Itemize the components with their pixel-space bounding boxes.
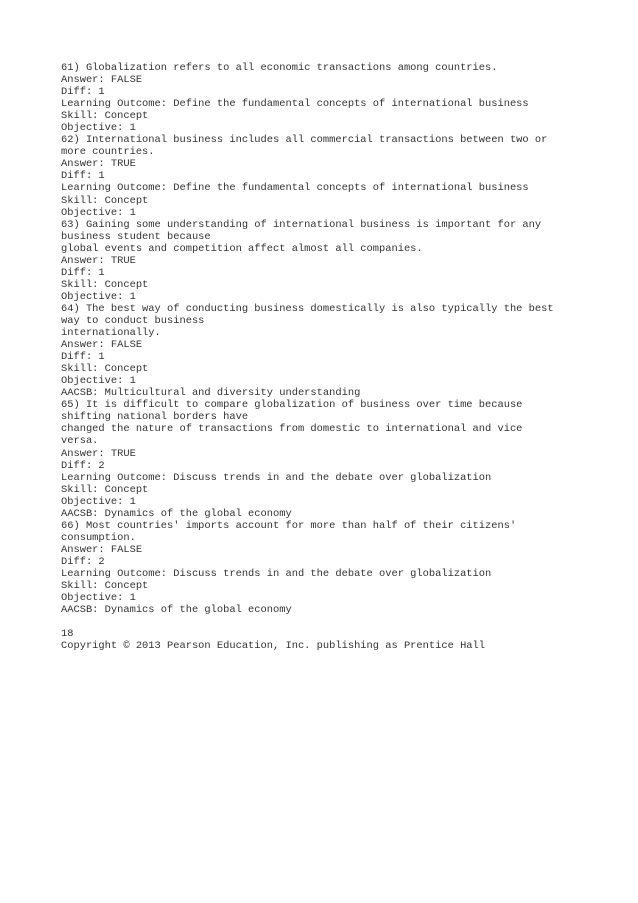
text-line: Skill: Concept xyxy=(61,110,149,123)
text-line: Learning Outcome: Define the fundamental concepts of international business xyxy=(61,98,529,111)
text-line: global events and competition affect almost all companies. xyxy=(61,242,423,255)
text-line: Skill: Concept xyxy=(61,194,149,207)
text-line: Diff: 1 xyxy=(61,170,105,183)
text-line: Diff: 2 xyxy=(61,555,105,568)
page-number: 18 xyxy=(61,628,74,641)
text-line: Answer: TRUE xyxy=(61,447,136,460)
footer-spacer xyxy=(61,616,621,628)
text-line: Answer: FALSE xyxy=(61,74,143,87)
text-line: Diff: 1 xyxy=(61,266,105,279)
text-line: 61) Globalization refers to all economic transactions among countries. xyxy=(61,62,498,74)
text-line: Objective: 1 xyxy=(61,495,136,508)
text-line: Objective: 1 xyxy=(61,206,136,219)
text-line: way to conduct business xyxy=(61,314,205,327)
text-line: Answer: FALSE xyxy=(61,543,143,556)
text-line: AACSB: Dynamics of the global economy xyxy=(61,507,292,520)
text-line: Answer: FALSE xyxy=(61,339,143,352)
text-line: Answer: TRUE xyxy=(61,254,136,267)
question-text-block xyxy=(61,62,621,616)
text-line: 62) International business includes all commercial transactions between two or xyxy=(61,134,548,147)
text-line: Learning Outcome: Discuss trends in and the debate over globalization xyxy=(61,471,492,484)
text-line: Objective: 1 xyxy=(61,290,136,303)
text-line: shifting national borders have xyxy=(61,411,249,424)
text-line: AACSB: Dynamics of the global economy xyxy=(61,604,292,617)
text-line: Diff: 1 xyxy=(61,86,105,99)
text-line: Skill: Concept xyxy=(61,278,149,291)
text-line: Objective: 1 xyxy=(61,375,136,388)
text-line: AACSB: Multicultural and diversity understanding xyxy=(61,387,361,400)
text-line: Skill: Concept xyxy=(61,363,149,376)
text-line: Diff: 2 xyxy=(61,459,105,472)
copyright-notice: Copyright © 2013 Pearson Education, Inc. publishing as Prentice Hall xyxy=(61,640,486,653)
document-page xyxy=(61,62,621,652)
text-line: Learning Outcome: Define the fundamental concepts of international business xyxy=(61,182,529,195)
text-line: changed the nature of transactions from domestic to international and vice xyxy=(61,423,523,436)
text-line: business student because xyxy=(61,230,211,243)
text-line: Skill: Concept xyxy=(61,580,149,593)
text-line: Objective: 1 xyxy=(61,122,136,135)
text-line: Learning Outcome: Discuss trends in and the debate over globalization xyxy=(61,567,492,580)
text-line: 63) Gaining some understanding of international business is important for any xyxy=(61,218,542,231)
text-line: versa. xyxy=(61,435,99,448)
text-line: 64) The best way of conducting business domestically is also typically the best xyxy=(61,302,554,315)
text-line: more countries. xyxy=(61,146,155,159)
text-line: Skill: Concept xyxy=(61,483,149,496)
text-line: Objective: 1 xyxy=(61,592,136,605)
text-line: Diff: 1 xyxy=(61,351,105,364)
text-line: internationally. xyxy=(61,327,161,340)
text-line: 66) Most countries' imports account for more than half of their citizens' xyxy=(61,519,517,532)
text-line: consumption. xyxy=(61,531,136,544)
text-line: 65) It is difficult to compare globalization of business over time because xyxy=(61,399,523,412)
text-line: Answer: TRUE xyxy=(61,158,136,171)
